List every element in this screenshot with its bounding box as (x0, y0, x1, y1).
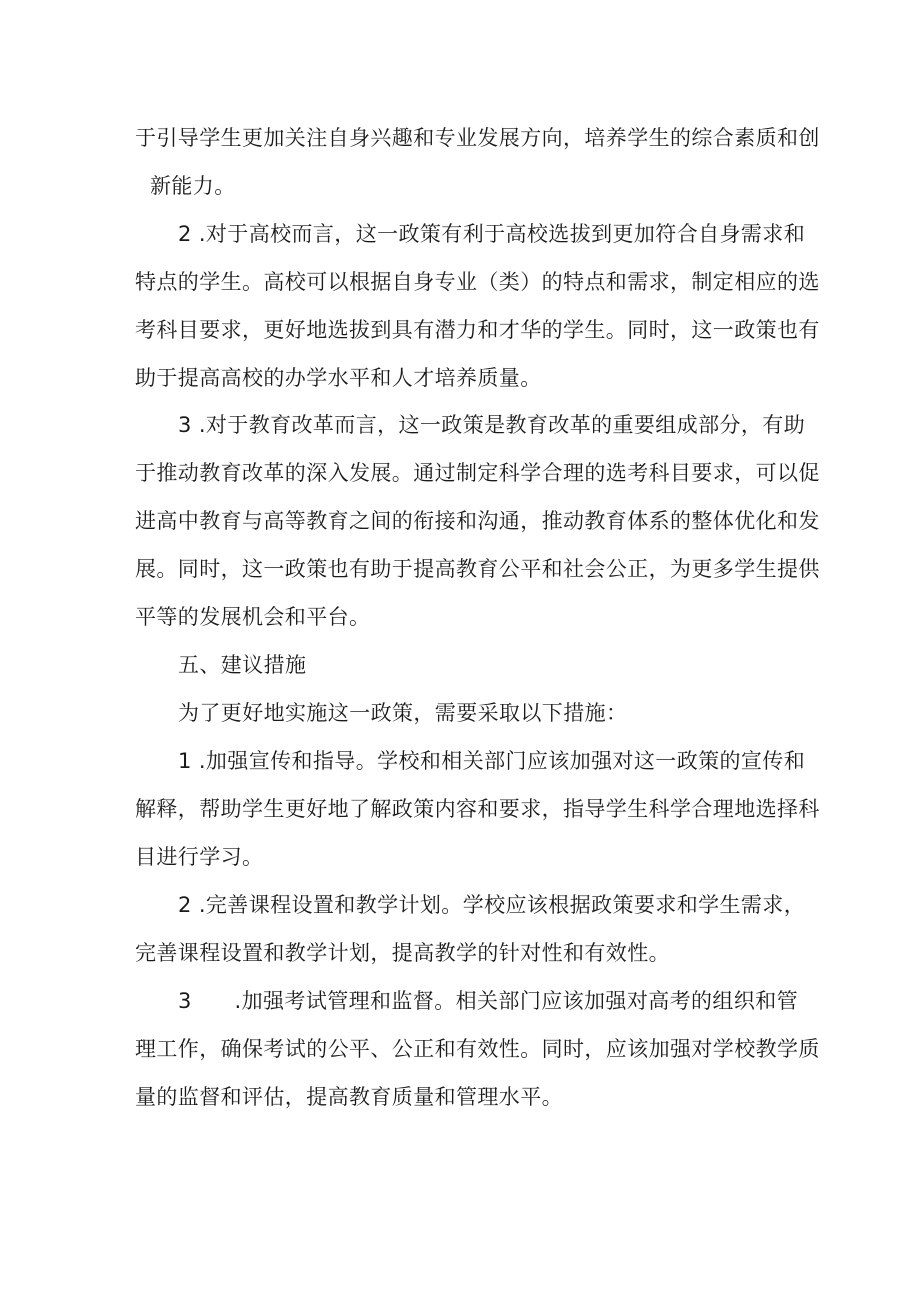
section-heading: 五、建议措施 (178, 653, 307, 677)
measure-1-line-3: 目进行学习。 (135, 845, 264, 869)
intro-line: 为了更好地实施这一政策，需要采取以下措施： (178, 701, 628, 725)
paragraph-2-line-3: 考科目要求，更好地选拔到具有潜力和才华的学生。同时，这一政策也有 (135, 318, 820, 342)
paragraph-3-line-1: 3 .对于教育改革而言，这一政策是教育改革的重要组成部分，有助 (178, 413, 806, 437)
paragraph-continued-line-2: 新能力。 (150, 174, 236, 198)
paragraph-2-line-2: 特点的学生。高校可以根据自身专业（类）的特点和需求，制定相应的选 (135, 270, 820, 294)
paragraph-continued-line-1: 于引导学生更加关注自身兴趣和专业发展方向，培养学生的综合素质和创 (135, 126, 820, 150)
measure-1-line-1: 1 .加强宣传和指导。学校和相关部门应该加强对这一政策的宣传和 (178, 749, 806, 773)
measure-3-line-1: 3 .加强考试管理和监督。相关部门应该加强对高考的组织和管 (178, 989, 799, 1013)
paragraph-2-line-4: 助于提高高校的办学水平和人才培养质量。 (135, 366, 542, 390)
paragraph-3-line-4: 展。同时，这一政策也有助于提高教育公平和社会公正，为更多学生提供 (135, 557, 820, 581)
paragraph-2-line-1: 2 .对于高校而言，这一政策有利于高校选拔到更加符合自身需求和 (178, 222, 806, 246)
measure-3-line-3: 量的监督和评估，提高教育质量和管理水平。 (135, 1085, 563, 1109)
measure-3-line-2: 理工作，确保考试的公平、公正和有效性。同时，应该加强对学校教学质 (135, 1037, 820, 1061)
measure-2-line-2: 完善课程设置和教学计划，提高教学的针对性和有效性。 (135, 941, 670, 965)
paragraph-3-line-3: 进高中教育与高等教育之间的衔接和沟通，推动教育体系的整体优化和发 (135, 509, 820, 533)
measure-2-line-1: 2 .完善课程设置和教学计划。学校应该根据政策要求和学生需求， (178, 893, 806, 917)
measure-1-line-2: 解释，帮助学生更好地了解政策内容和要求，指导学生科学合理地选择科 (135, 797, 820, 821)
paragraph-3-line-2: 于推动教育改革的深入发展。通过制定科学合理的选考科目要求，可以促 (135, 461, 820, 485)
paragraph-3-line-5: 平等的发展机会和平台。 (135, 605, 371, 629)
